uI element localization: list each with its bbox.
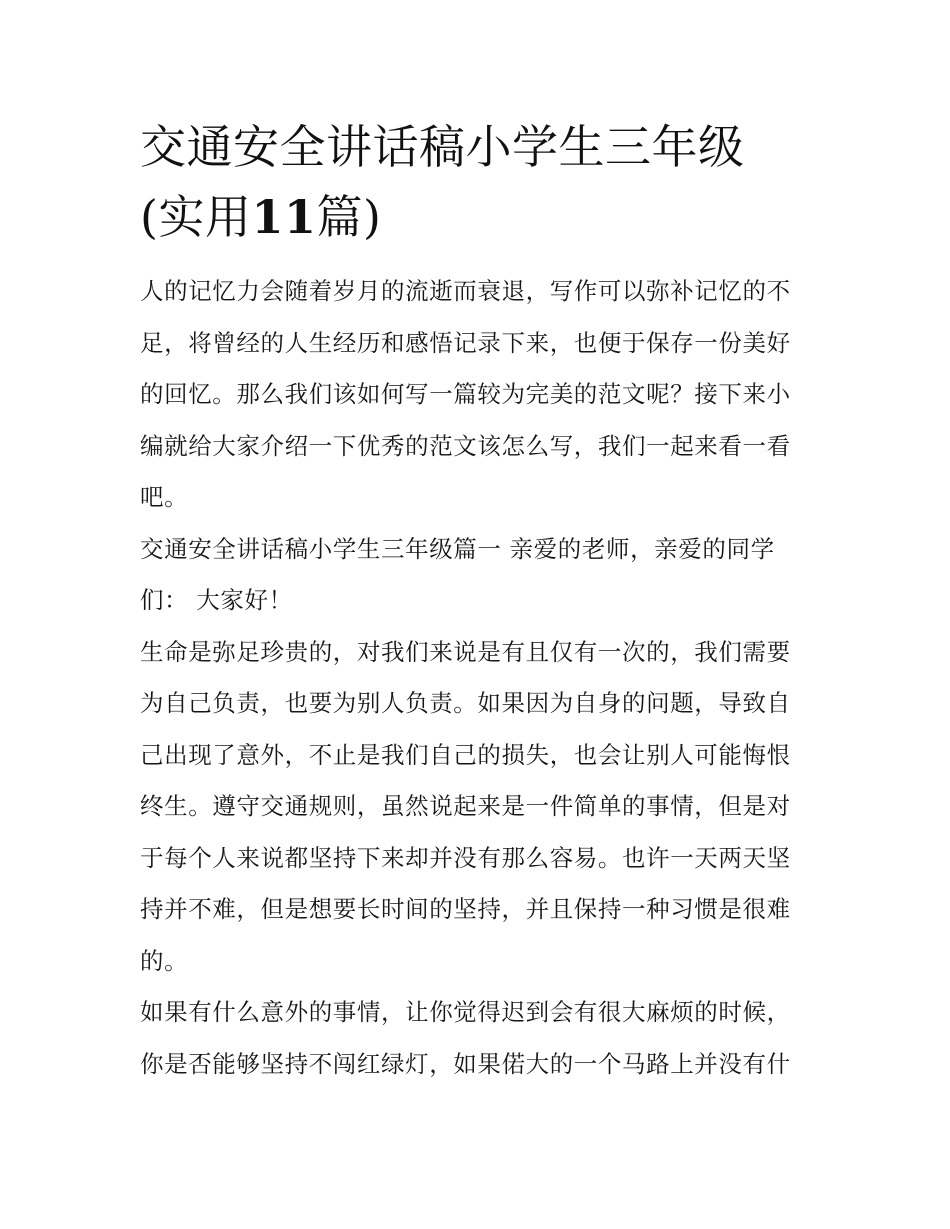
title-line-2 bbox=[140, 182, 810, 252]
body-paragraph bbox=[140, 987, 810, 1090]
paragraph-line: 己出现了意外，不止是我们自己的损失，也会让别人可能悔恨 bbox=[140, 740, 791, 769]
title-suffix: 篇) bbox=[316, 190, 382, 244]
paragraph-line: 的。 bbox=[140, 946, 189, 975]
paragraph-line: 终生。遵守交通规则，虽然说起来是一件简单的事情，但是对 bbox=[140, 792, 791, 820]
paragraph-line: 们： 大家好！ bbox=[140, 586, 293, 614]
paragraph-line: 人的记忆力会随着岁月的流逝而衰退，写作可以弥补记忆的不 bbox=[140, 277, 791, 305]
paragraph-line: 你是否能够坚持不闯红绿灯，如果偌大的一个马路上并没有什 bbox=[140, 1049, 791, 1078]
section-heading-paragraph bbox=[140, 524, 810, 627]
body-paragraph bbox=[140, 627, 810, 988]
intro-paragraph bbox=[140, 266, 810, 524]
paragraph-line: 持并不难，但是想要长时间的坚持，并且保持一种习惯是很难 bbox=[140, 895, 791, 923]
title-line-1: 交通安全讲话稿小学生三年级 bbox=[140, 120, 745, 174]
title-prefix: (实用 bbox=[140, 190, 252, 244]
paragraph-line: 为自己负责，也要为别人负责。如果因为自身的问题，导致自 bbox=[140, 689, 791, 717]
paragraph-line: 如果有什么意外的事情，让你觉得迟到会有很大麻烦的时候， bbox=[140, 998, 791, 1026]
paragraph-line: 于每个人来说都坚持下来却并没有那么容易。也许一天两天坚 bbox=[140, 843, 791, 872]
paragraph-line: 生命是弥足珍贵的，对我们来说是有且仅有一次的，我们需要 bbox=[140, 637, 791, 666]
document-body bbox=[140, 112, 810, 1090]
paragraph-line: 的回忆。那么我们该如何写一篇较为完美的范文呢？接下来小 bbox=[140, 380, 791, 408]
paragraph-line: 交通安全讲话稿小学生三年级篇一 亲爱的老师，亲爱的同学 bbox=[140, 534, 775, 563]
title-number: 11 bbox=[251, 190, 317, 244]
paragraph-line: 足，将曾经的人生经历和感悟记录下来，也便于保存一份美好 bbox=[140, 328, 791, 357]
paragraph-line: 吧。 bbox=[140, 483, 189, 511]
document-title bbox=[140, 112, 810, 252]
paragraph-line: 编就给大家介绍一下优秀的范文该怎么写，我们一起来看一看 bbox=[140, 431, 791, 460]
